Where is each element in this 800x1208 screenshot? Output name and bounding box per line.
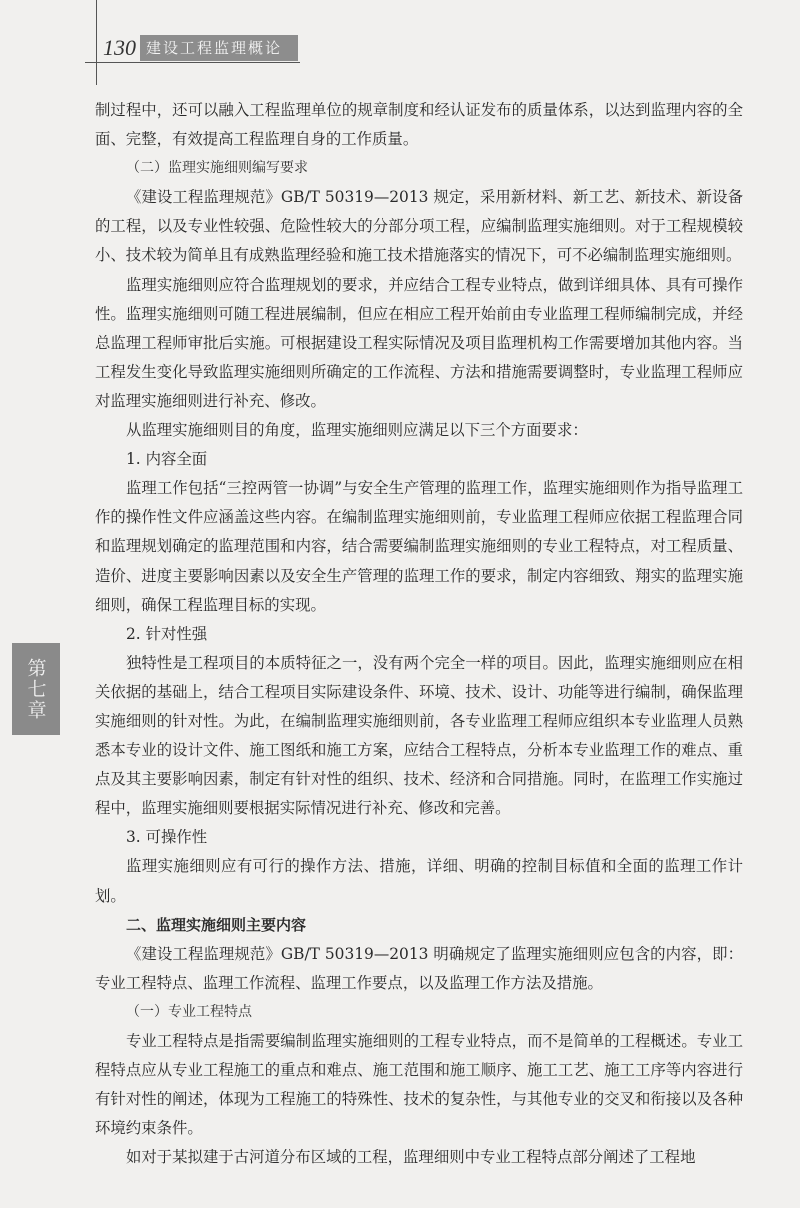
page-body bbox=[95, 96, 743, 1172]
body-paragraph: 监理实施细则应符合监理规划的要求，并应结合工程专业特点，做到详细具体、具有可操作性。监理实施细则可随工程进展编制，但应在相应工程开始前由专业监理工程师编制完成，并经总监理工程师审批后实施。可根据建设工程实际情况及项目监理机构工作需要增加其他内容。当工程发生变化导致监理实施细则所确定的工作流程、方法和措施需要调整时，专业监理工程师应对监理实施细则进行补充、修改。 bbox=[95, 275, 743, 410]
subsection-heading: （二）监理实施细则编写要求 bbox=[126, 160, 308, 177]
subsection-heading: （一）专业工程特点 bbox=[126, 1003, 252, 1020]
body-paragraph: 独特性是工程项目的本质特征之一，没有两个完全一样的项目。因此，监理实施细则应在相关依据的基础上，结合工程项目实际建设条件、环境、技术、设计、功能等进行编制，确保监理实施细则的针对性。为此，在编制监理实施细则前，各专业监理工程师应组织本专业监理人员熟悉本专业的设计文件、施工图纸和施工方案，应结合工程特点，分析本专业监理工作的难点、重点及其主要影响因素，制定有针对性的组织、技术、经济和合同措施。同时，在监理工作实施过程中，监理实施细则要根据实际情况进行补充、修改和完善。 bbox=[95, 653, 743, 818]
header-vertical-rule bbox=[96, 0, 97, 85]
body-paragraph: 《建设工程监理规范》GB/T 50319—2013 规定，采用新材料、新工艺、新技术、新设备的工程，以及专业性较强、危险性较大的分部分项工程，应编制监理实施细则。对于工程规模较小、技术较为简单且有成熟监理经验和施工技术措施落实的情况下，可不必编制监理实施细则。 bbox=[95, 188, 743, 265]
body-paragraph: 制过程中，还可以融入工程监理单位的规章制度和经认证发布的质量体系，以达到监理内容的全面、完整，有效提高工程监理自身的工作质量。 bbox=[95, 101, 743, 149]
page-number: 130 bbox=[103, 35, 136, 60]
body-paragraph: 专业工程特点是指需要编制监理实施细则的工程专业特点，而不是简单的工程概述。专业工程特点应从专业工程施工的重点和难点、施工范围和施工顺序、施工工艺、施工工序等内容进行有针对性的阐述，体现为工程施工的特殊性、技术的复杂性，与其他专业的交叉和衔接以及各种环境约束条件。 bbox=[95, 1032, 743, 1138]
chapter-side-tab: 第七章 bbox=[12, 643, 60, 735]
header-horizontal-rule bbox=[85, 62, 300, 63]
numbered-heading: 2. 针对性强 bbox=[126, 624, 208, 643]
body-paragraph: 监理工作包括“三控两管一协调”与安全生产管理的监理工作，监理实施细则作为指导监理工作的操作性文件应涵盖这些内容。在编制监理实施细则前，专业监理工程师应依据工程监理合同和监理规划确定的监理范围和内容，结合需要编制监理实施细则的专业工程特点，对工程质量、造价、进度主要影响因素以及安全生产管理的监理工作的要求，制定内容细致、翔实的监理实施细则，确保工程监理目标的实现。 bbox=[95, 479, 743, 614]
running-header-title: 建设工程监理概论 bbox=[140, 35, 298, 61]
section-heading: 二、监理实施细则主要内容 bbox=[126, 915, 307, 934]
body-paragraph: 《建设工程监理规范》GB/T 50319—2013 明确规定了监理实施细则应包含的内容，即：专业工程特点、监理工作流程、监理工作要点，以及监理工作方法及措施。 bbox=[95, 944, 743, 992]
body-paragraph: 从监理实施细则目的角度，监理实施细则应满足以下三个方面要求： bbox=[126, 421, 588, 440]
numbered-heading: 1. 内容全面 bbox=[126, 450, 208, 469]
numbered-heading: 3. 可操作性 bbox=[126, 828, 208, 847]
body-paragraph: 监理实施细则应有可行的操作方法、措施，详细、明确的控制目标值和全面的监理工作计划。 bbox=[95, 857, 743, 905]
body-paragraph: 如对于某拟建于古河道分布区域的工程，监理细则中专业工程特点部分阐述了工程地 bbox=[126, 1148, 696, 1167]
